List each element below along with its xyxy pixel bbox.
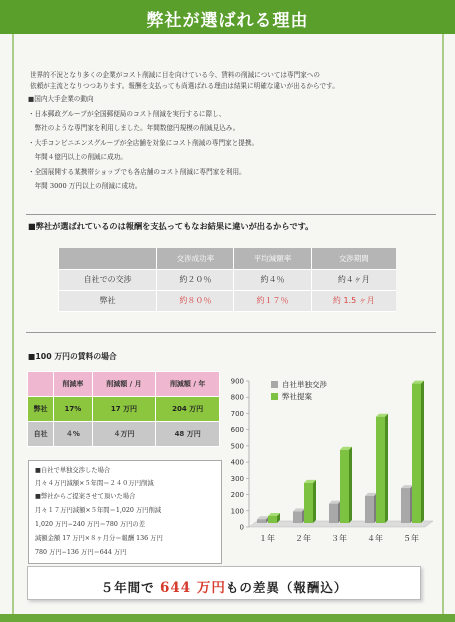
trend-heading: ■国内大手企業の動向 xyxy=(28,95,94,103)
note-line: 減額金額 17 万円×８ヶ月分＝報酬 136 万円 xyxy=(35,535,163,542)
intro-line: 世界的不況となり多くの企業がコスト削減に目を向けている今、賃料の削減については専門家への xyxy=(30,71,320,79)
table-cell: 約 1.5 ヶ月 xyxy=(311,290,396,311)
savings-chart xyxy=(225,369,437,549)
bar xyxy=(257,519,266,523)
bar-side xyxy=(313,480,316,523)
x-tick-label: １年 xyxy=(259,534,275,543)
trend-block xyxy=(28,92,428,194)
y-tick-label: 0 xyxy=(239,523,244,532)
bar xyxy=(376,417,385,523)
table-cell: 約４ヶ月 xyxy=(311,269,396,290)
trend-item: ・大手コンビニエンスグループが全店舗を対象にコスト削減の専門家と提携。 xyxy=(28,138,259,147)
table-corner xyxy=(28,372,54,397)
bar xyxy=(329,504,338,523)
rent-case-table xyxy=(27,371,220,447)
y-tick-label: 600 xyxy=(230,426,244,435)
legend-swatch xyxy=(271,393,278,400)
y-tick-label: 700 xyxy=(230,409,244,418)
trend-item: 年間４億円以上の削減に成功。 xyxy=(28,153,127,161)
comparison-heading: ■弊社が選ばれているのは報酬を支払ってもなお結果に違いが出るからです。 xyxy=(28,221,314,231)
bar xyxy=(268,516,277,523)
table-cell: 204 万円 xyxy=(156,397,220,422)
x-tick-label: ５年 xyxy=(403,534,419,543)
comparison-table xyxy=(58,248,396,312)
note-line: 月々１７万円減額×５年間＝1,020 万円削減 xyxy=(35,507,162,514)
note-line: ■弊社からご提案させて頂いた場合 xyxy=(35,493,136,500)
rent-case-heading: ■100 万円の賃料の場合 xyxy=(28,352,117,361)
row-label: 自社 xyxy=(28,422,54,447)
table-cell: 17 万円 xyxy=(92,397,156,422)
table-row xyxy=(59,290,397,311)
result-banner xyxy=(27,566,421,600)
trend-item: 弊社のような専門家を利用しました。年間数億円規模の削減見込み。 xyxy=(28,124,240,132)
bar xyxy=(365,496,374,523)
bar xyxy=(340,450,349,523)
y-tick-label: 900 xyxy=(230,377,244,386)
legend-swatch xyxy=(271,381,278,388)
table-cell: 約４％ xyxy=(234,269,311,290)
legend-label: 自社単独交渉 xyxy=(282,380,327,389)
y-tick-label: 200 xyxy=(230,491,244,500)
page-title: 弊社が選ばれる理由 xyxy=(146,11,309,31)
chart-svg xyxy=(225,369,437,549)
table-cell: 約２０％ xyxy=(157,269,234,290)
bar-side xyxy=(349,447,352,523)
bottom-bar xyxy=(0,614,455,622)
result-text xyxy=(28,576,420,596)
result-suffix: もの差異（報酬込） xyxy=(225,580,348,595)
table-corner xyxy=(59,248,157,269)
trend-item: ・日本郵政グループが全国郵便局のコスト削減を実行するに際し、 xyxy=(28,109,226,118)
table-row xyxy=(59,269,397,290)
intro-line: 依頼が主流となりつつあります。報酬を支払っても尚選ばれる理由は結果に明確な違いが出るからです。 xyxy=(30,82,339,90)
bar xyxy=(293,511,302,523)
trend-item: ・全国展開する某携帯ショップでも各店舗のコスト削減に専門家を利用。 xyxy=(28,167,246,176)
y-tick-label: 800 xyxy=(230,393,244,402)
column-header: 削減額 / 月 xyxy=(92,372,156,397)
bar xyxy=(304,483,313,523)
right-border xyxy=(442,34,444,614)
column-header: 削減率 xyxy=(54,372,92,397)
y-tick-label: 300 xyxy=(230,474,244,483)
row-label: 弊社 xyxy=(28,397,54,422)
note-line: 780 万円−136 万円＝644 万円 xyxy=(35,549,127,556)
legend-label: 弊社提案 xyxy=(282,392,312,401)
table-cell: ４万円 xyxy=(92,422,156,447)
column-header: 平均減額率 xyxy=(234,248,311,269)
y-tick-label: 100 xyxy=(230,507,244,516)
title-bar xyxy=(0,0,455,34)
x-tick-label: ２年 xyxy=(295,534,311,543)
table-row xyxy=(28,397,220,422)
column-header: 削減額 / 年 xyxy=(156,372,220,397)
bar-side xyxy=(385,414,388,523)
divider xyxy=(26,214,436,215)
x-tick-label: ４年 xyxy=(367,534,383,543)
note-line: ■自社で単独交渉した場合 xyxy=(35,467,111,474)
row-label: 自社での交渉 xyxy=(59,269,157,290)
trend-item: 年間 3000 万円以上の削減に成功。 xyxy=(28,182,142,190)
x-tick-label: ３年 xyxy=(331,534,347,543)
left-border xyxy=(12,34,14,614)
bar xyxy=(401,488,410,523)
result-amount: 644 万円 xyxy=(159,580,226,596)
table-cell: ４% xyxy=(54,422,92,447)
column-header: 交渉成功率 xyxy=(157,248,234,269)
note-line: 月々４万円減額×５年間＝２４０万円削減 xyxy=(35,480,154,487)
table-cell: 約８０％ xyxy=(157,290,234,311)
row-label: 弊社 xyxy=(59,290,157,311)
y-tick-label: 400 xyxy=(230,458,244,467)
bar-side xyxy=(421,381,424,523)
column-header: 交渉期間 xyxy=(311,248,396,269)
table-cell: 17% xyxy=(54,397,92,422)
note-line: 1,020 万円−240 万円＝780 万円の差 xyxy=(35,521,146,528)
divider xyxy=(26,332,436,333)
table-cell: 48 万円 xyxy=(156,422,220,447)
intro-text xyxy=(30,70,430,92)
result-prefix: ５年間で xyxy=(100,580,160,595)
table-row xyxy=(28,422,220,447)
calculation-notes xyxy=(28,460,222,564)
y-tick-label: 500 xyxy=(230,442,244,451)
table-cell: 約１７％ xyxy=(234,290,311,311)
bar xyxy=(412,384,421,523)
